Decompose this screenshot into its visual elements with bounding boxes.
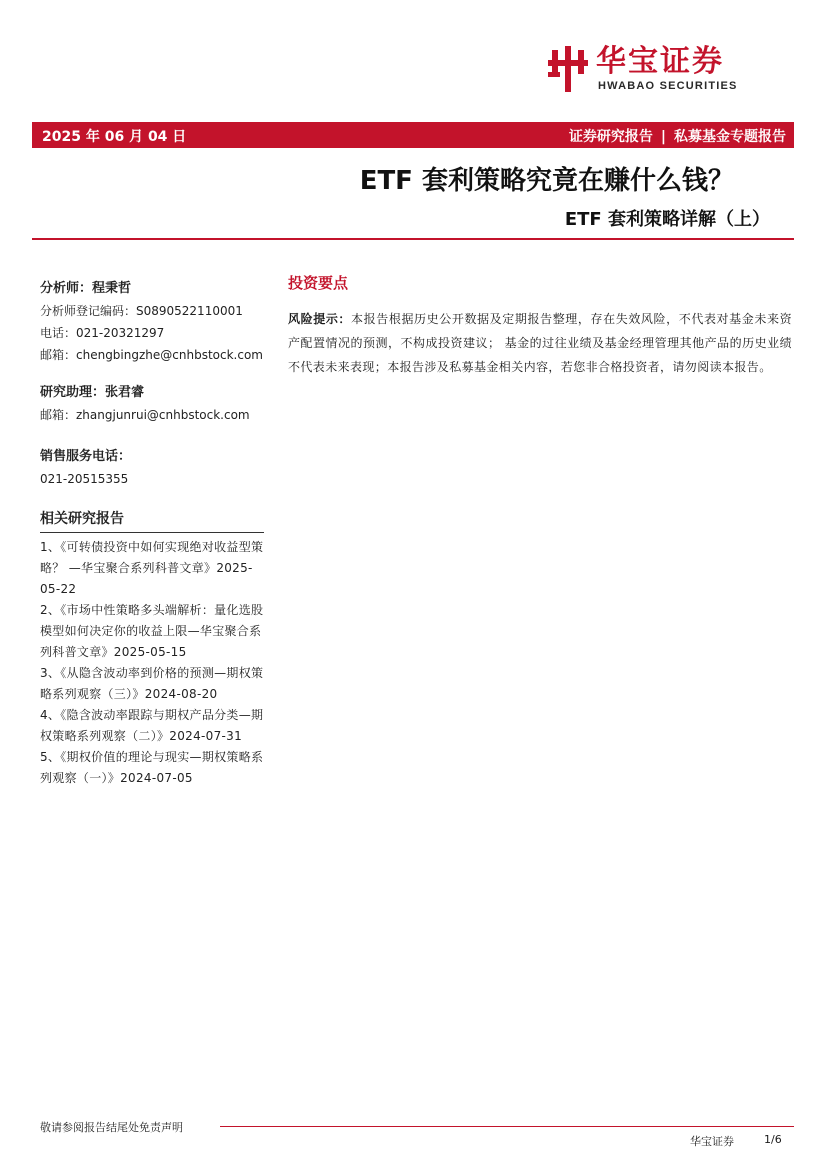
risk-warning-label: 风险提示： bbox=[288, 312, 352, 326]
logo-chinese-name: 华宝证券 bbox=[596, 44, 724, 79]
sales-label: 销售服务电话： bbox=[40, 449, 132, 464]
footer-divider bbox=[220, 1126, 794, 1127]
analyst-registration: 分析师登记编码：S0890522110001 bbox=[40, 304, 243, 318]
analyst-email: 邮箱：chengbingzhe@cnhbstock.com bbox=[40, 348, 263, 362]
related-reports bbox=[40, 508, 264, 789]
related-reports-heading: 相关研究报告 bbox=[40, 508, 264, 533]
risk-warning-text: 本报告根据历史公开数据及定期报告整理，存在失效风险，不代表对基金未来资产配置情况的预测，不构成投资建议； 基金的过往业绩及基金经理管理其他产品的历史业绩不代表未来表现；本报告涉及私募基金相关内容，若您非合格投资者，请勿阅读本报告。 bbox=[288, 312, 792, 374]
analyst-block bbox=[40, 278, 264, 366]
investment-highlights bbox=[288, 272, 792, 379]
logo-english-name: HWABAO SECURITIES bbox=[598, 80, 738, 92]
page-number: 1/6 bbox=[764, 1133, 782, 1146]
category-securities-research: 证券研究报告 bbox=[568, 129, 653, 145]
category-private-fund: 私募基金专题报告 bbox=[674, 129, 786, 145]
related-report-item: 2、《市场中性策略多头端解析：量化选股模型如何决定你的收益上限—华宝聚合系列科普文章》2025-05-15 bbox=[40, 603, 264, 659]
related-report-item: 3、《从隐含波动率到价格的预测—期权策略系列观察（三）》2024-08-20 bbox=[40, 666, 264, 701]
sales-block bbox=[40, 446, 264, 490]
footer-organization: 华宝证券 bbox=[690, 1135, 734, 1148]
category-separator: | bbox=[660, 129, 666, 145]
investment-highlights-heading: 投资要点 bbox=[288, 274, 349, 292]
title-divider bbox=[32, 238, 794, 240]
disclaimer-note: 敬请参阅报告结尾处免责声明 bbox=[40, 1121, 183, 1134]
hwabao-logo-mark-icon bbox=[548, 46, 588, 92]
author-sidebar bbox=[40, 278, 264, 789]
related-report-item: 1、《可转债投资中如何实现绝对收益型策略？ —华宝聚合系列科普文章》2025-05-22 bbox=[40, 540, 264, 596]
report-category bbox=[569, 126, 786, 146]
assistant-name: 研究助理：张君睿 bbox=[40, 385, 145, 400]
sales-phone: 021-20515355 bbox=[40, 472, 129, 486]
related-report-item: 4、《隐含波动率跟踪与期权产品分类—期权策略系列观察（二）》2024-07-31 bbox=[40, 708, 264, 743]
risk-warning bbox=[288, 307, 792, 379]
report-date: 2025 年 06 月 04 日 bbox=[42, 129, 187, 145]
report-subtitle: ETF 套利策略详解（上） bbox=[564, 209, 770, 230]
analyst-phone: 电话：021-20321297 bbox=[40, 326, 165, 340]
report-banner bbox=[32, 122, 794, 148]
analyst-name: 分析师：程秉哲 bbox=[40, 281, 132, 296]
assistant-block bbox=[40, 382, 264, 426]
report-title: ETF 套利策略究竟在赚什么钱？ bbox=[359, 166, 734, 196]
assistant-email: 邮箱：zhangjunrui@cnhbstock.com bbox=[40, 408, 250, 422]
related-report-item: 5、《期权价值的理论与现实—期权策略系列观察（一）》2024-07-05 bbox=[40, 750, 264, 785]
company-logo bbox=[548, 44, 780, 94]
